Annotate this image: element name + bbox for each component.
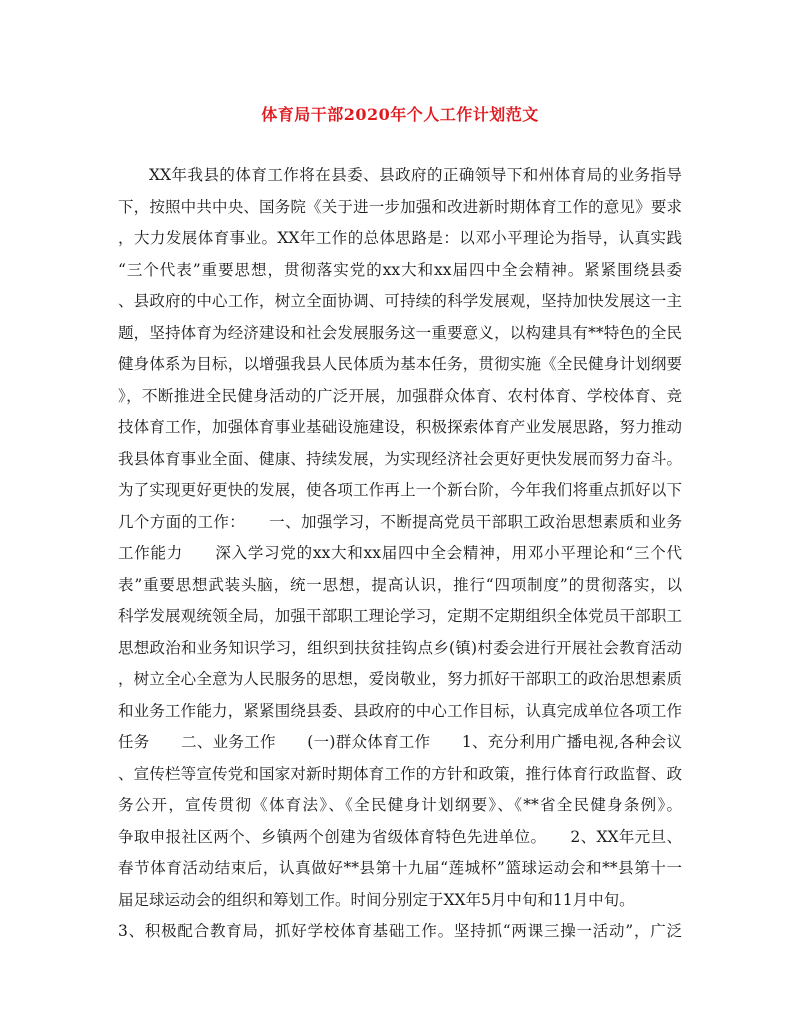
body-line: 、宣传栏等宣传党和国家对新时期体育工作的方针和政策，推行体育行政监督、政 [118,764,682,783]
body-line: 和业务工作能力，紧紧围绕县委、县政府的中心工作目标，认真完成单位各项工作 [118,701,682,720]
body-line: 》，不断推进全民健身活动的广泛开展，加强群众体育、农村体育、学校体育、竞 [118,386,682,405]
body-line: XX年我县的体育工作将在县委、县政府的正确领导下和州体育局的业务指导 [149,166,682,184]
body-line: “三个代表”重要思想，贯彻落实党的xx大和xx届四中全会精神。紧紧围绕县委 [118,260,682,279]
body-line: 我县体育事业全面、健康、持续发展，为实现经济社会更好更快发展而努力奋斗。 [118,449,682,468]
body-line: 表”重要思想武装头脑，统一思想，提高认识，推行“四项制度”的贯彻落实，以 [118,575,682,594]
body-line: 思想政治和业务知识学习，组织到扶贫挂钩点乡(镇)村委会进行开展社会教育活动 [118,638,682,657]
body-line: 为了实现更好更快的发展，使各项工作再上一个新台阶，今年我们将重点抓好以下 [118,481,682,499]
body-line: 3、积极配合教育局，抓好学校体育基础工作。坚持抓“两课三操一活动”，广泛 [118,922,682,940]
body-line: 健身体系为目标，以增强我县人民体质为基本任务，贯彻实施《全民健身计划纲要 [118,355,682,373]
body-line: 工作能力 深入学习党的xx大和xx届四中全会精神，用邓小平理论和“三个代 [118,544,682,562]
body-line: 几个方面的工作： 一、加强学习，不断提高党员干部职工政治思想素质和业务 [118,512,682,531]
body-line: 务公开，宣传贯彻《体育法》、《全民健身计划纲要》、《**省全民健身条例》。 [118,796,682,814]
document-body [118,160,682,948]
body-line: ，大力发展体育事业。XX年工作的总体思路是：以邓小平理论为指导，认真实践 [118,229,682,247]
body-line: ，树立全心全意为人民服务的思想，爱岗敬业，努力抓好干部职工的政治思想素质 [118,670,682,688]
body-line: 、县政府的中心工作，树立全面协调、可持续的科学发展观，坚持加快发展这一主 [118,292,682,310]
body-line: 争取申报社区两个、乡镇两个创建为省级体育特色先进单位。 2、XX年元旦、 [118,827,682,846]
body-line: 届足球运动会的组织和筹划工作。时间分别定于XX年5月中旬和11月中旬。 [118,890,635,909]
document-title: 体育局干部2020年个人工作计划范文 [261,105,539,124]
body-line: 科学发展观统领全局，加强干部职工理论学习，定期不定期组织全体党员干部职工 [118,607,682,625]
body-line: 任务 二、业务工作 (一)群众体育工作 1、充分利用广播电视,各种会议 [118,733,682,751]
body-line: 春节体育活动结束后，认真做好**县第十九届“莲城杯”篮球运动会和**县第十一 [118,859,682,877]
body-line: 题，坚持体育为经济建设和社会发展服务这一重要意义，以构建具有**特色的全民 [118,323,682,342]
body-line: 技体育工作，加强体育事业基础设施建设，积极探索体育产业发展思路，努力推动 [118,418,682,436]
body-line: 下，按照中共中央、国务院《关于进一步加强和改进新时期体育工作的意见》要求 [118,197,682,216]
